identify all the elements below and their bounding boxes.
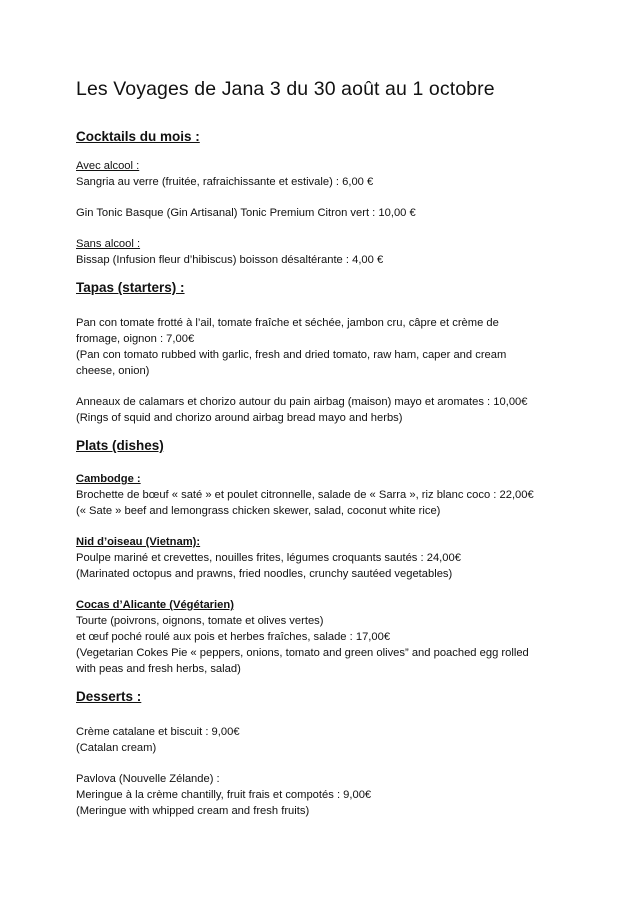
plat-cambodge-en: (« Sate » beef and lemongrass chicken skewer, salad, coconut white rice) xyxy=(76,505,441,517)
plat-nid-label: Nid d’oiseau (Vietnam): xyxy=(76,536,201,548)
tapas-pan-con-tomate-price: fromage, oignon : 7,00€ xyxy=(76,333,195,345)
dessert-pavlova-en: (Meringue with whipped cream and fresh fruits) xyxy=(76,805,310,817)
plat-cocas-en-2: with peas and fresh herbs, salad) xyxy=(76,663,241,675)
plat-nid-en: (Marinated octopus and prawns, fried noodles, crunchy sautéed vegetables) xyxy=(76,568,453,580)
plat-nid: Poulpe mariné et crevettes, nouilles frites, légumes croquants sautés : 24,00€ xyxy=(76,552,461,564)
avec-alcool-label: Avec alcool : xyxy=(76,160,140,172)
tapas-calamars: Anneaux de calamars et chorizo autour du pain airbag (maison) mayo et aromates : 10,00€ xyxy=(76,396,528,408)
dessert-pavlova: Meringue à la crème chantilly, fruit frais et compotés : 9,00€ xyxy=(76,789,372,801)
tapas-pan-con-tomate-en-2: cheese, onion) xyxy=(76,365,150,377)
plat-cocas-en-1: (Vegetarian Cokes Pie « peppers, onions, tomato and green olives” and poached egg rolled xyxy=(76,647,529,659)
plat-cambodge-label: Cambodge : xyxy=(76,473,141,485)
cocktail-bissap: Bissap (Infusion fleur d’hibiscus) boisson désaltérante : 4,00 € xyxy=(76,254,384,266)
tapas-calamars-en: (Rings of squid and chorizo around airbag bread mayo and herbs) xyxy=(76,412,403,424)
cocktail-sangria: Sangria au verre (fruitée, rafraichissante et estivale) : 6,00 € xyxy=(76,176,374,188)
plats-heading: Plats (dishes) xyxy=(76,438,164,453)
cocktails-heading: Cocktails du mois : xyxy=(76,129,200,144)
page-title: Les Voyages de Jana 3 du 30 août au 1 octobre xyxy=(76,78,495,100)
dessert-pavlova-label: Pavlova (Nouvelle Zélande) : xyxy=(76,773,220,785)
plat-cocas-1: Tourte (poivrons, oignons, tomate et olives vertes) xyxy=(76,615,324,627)
tapas-pan-con-tomate: Pan con tomate frotté à l’ail, tomate fraîche et séchée, jambon cru, câpre et crème de xyxy=(76,317,499,329)
desserts-heading: Desserts : xyxy=(76,689,142,704)
dessert-creme-catalane: Crème catalane et biscuit : 9,00€ xyxy=(76,726,240,738)
cocktail-gin-tonic: Gin Tonic Basque (Gin Artisanal) Tonic Premium Citron vert : 10,00 € xyxy=(76,207,416,219)
tapas-pan-con-tomate-en: (Pan con tomato rubbed with garlic, fresh and dried tomato, raw ham, caper and cream xyxy=(76,349,507,361)
dessert-creme-catalane-en: (Catalan cream) xyxy=(76,742,157,754)
tapas-heading: Tapas (starters) : xyxy=(76,280,185,295)
plat-cocas-2: et œuf poché roulé aux pois et herbes fraîches, salade : 17,00€ xyxy=(76,631,391,643)
sans-alcool-label: Sans alcool : xyxy=(76,238,141,250)
plat-cambodge: Brochette de bœuf « saté » et poulet citronnelle, salade de « Sarra », riz blanc coco : 22,00€ xyxy=(76,489,534,501)
plat-cocas-label: Cocas d’Alicante (Végétarien) xyxy=(76,599,234,611)
